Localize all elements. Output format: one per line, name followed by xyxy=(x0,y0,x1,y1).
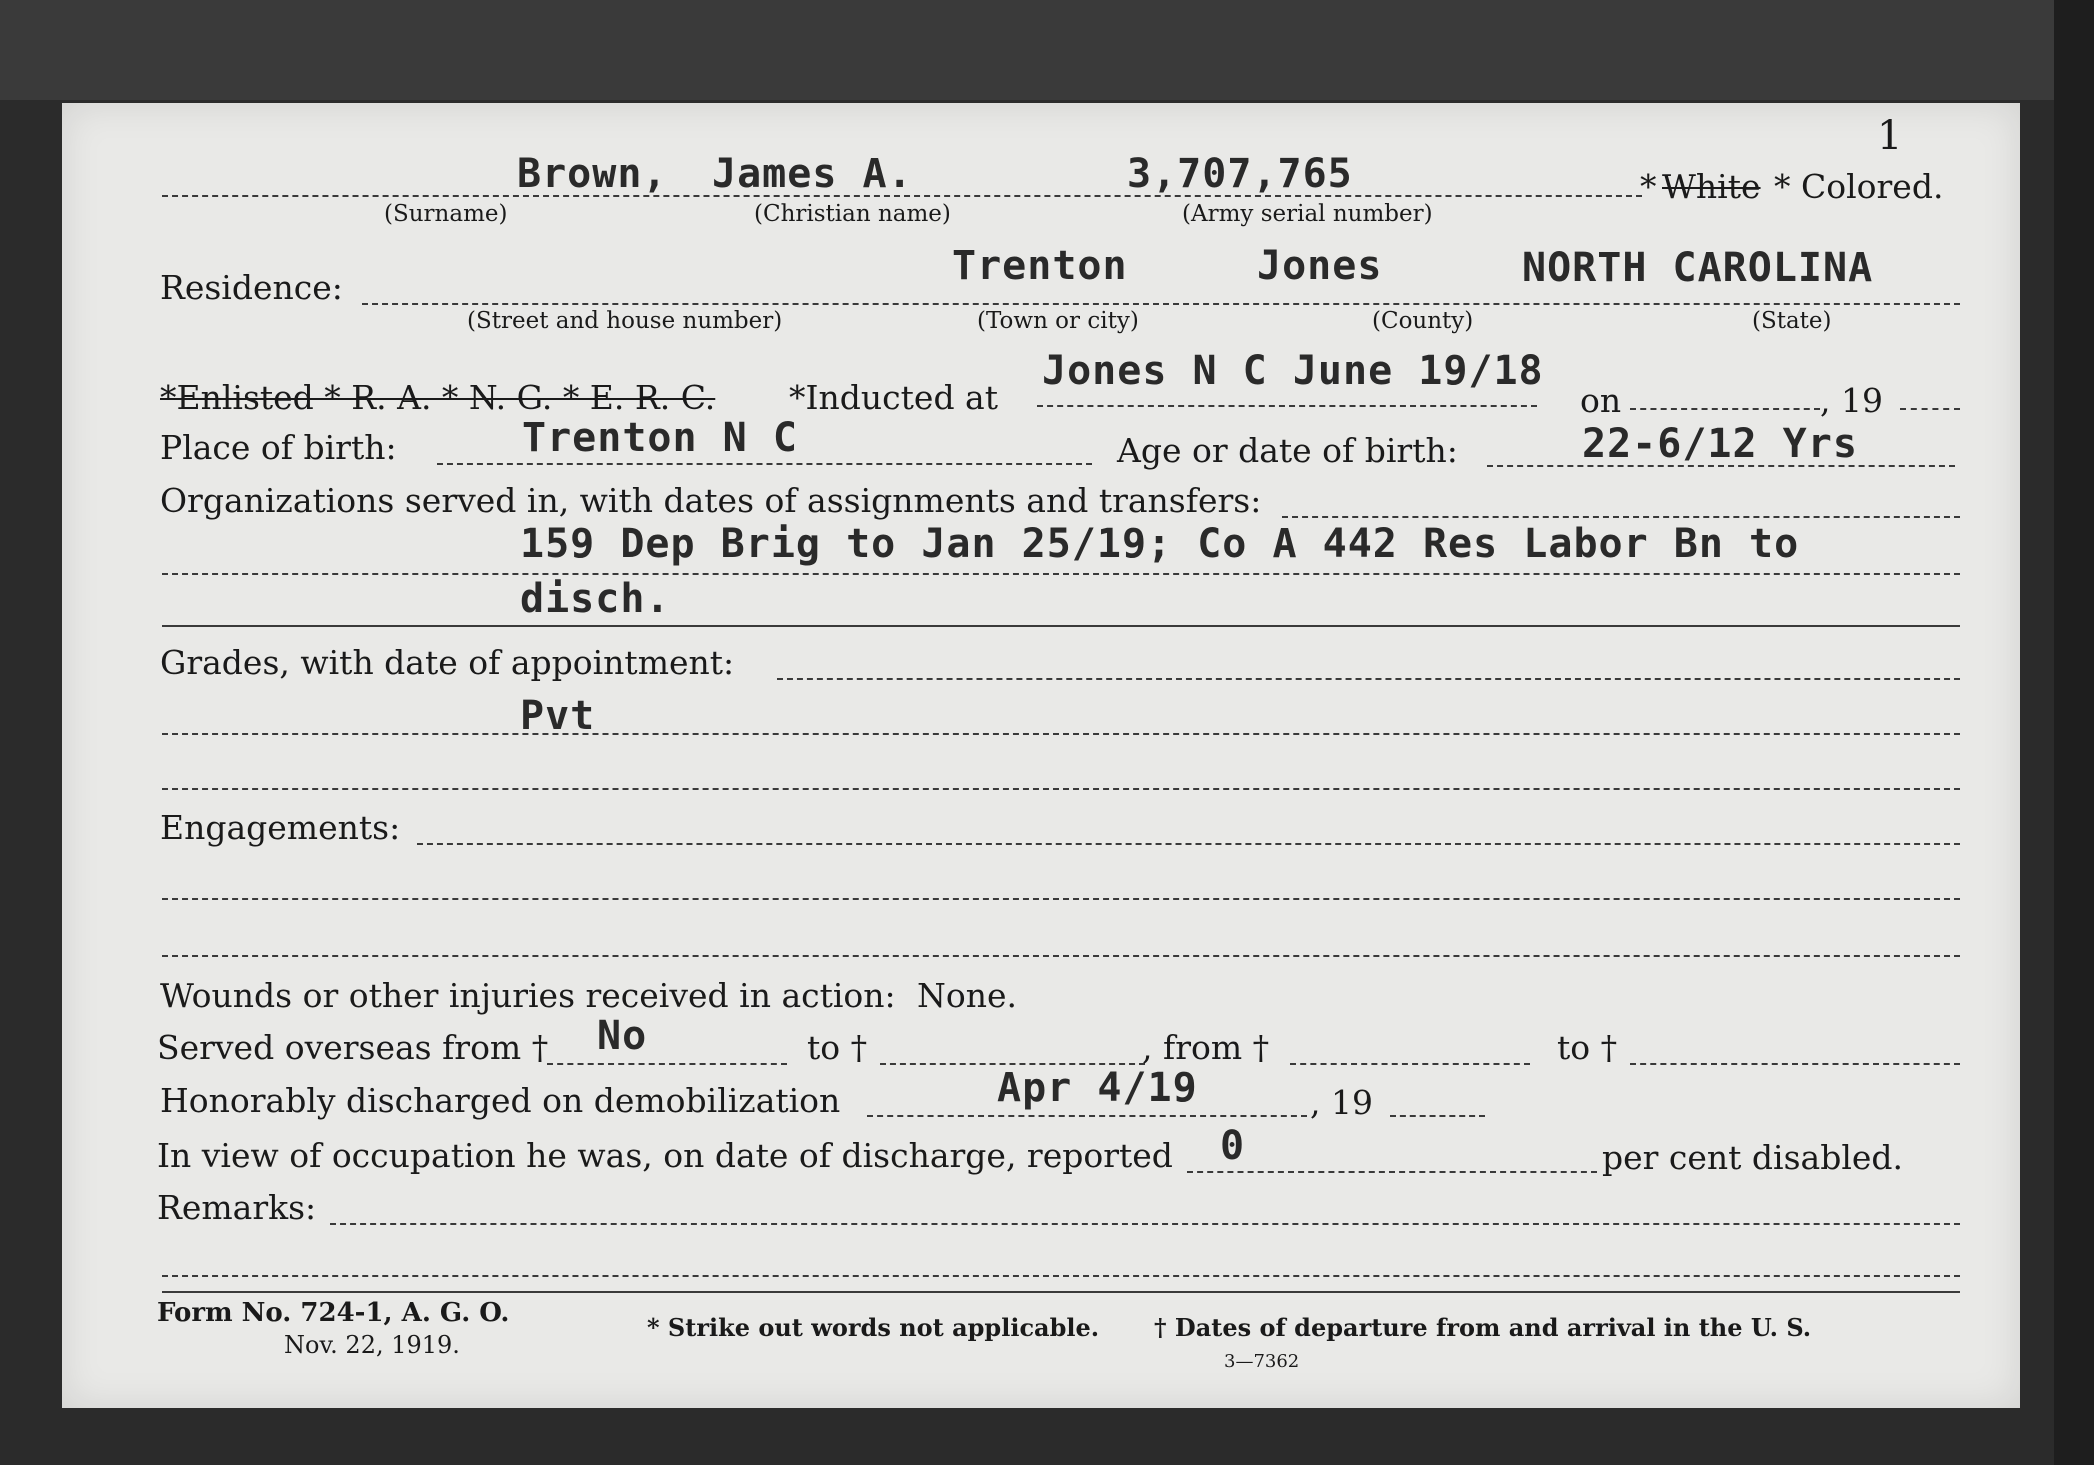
engagements-line-a xyxy=(417,843,1960,845)
county-caption: (County) xyxy=(1372,308,1474,334)
state-caption: (State) xyxy=(1752,308,1832,334)
grades-label: Grades, with date of appointment: xyxy=(160,643,735,682)
residence-state: NORTH CAROLINA xyxy=(1522,245,1874,291)
inducted-at-label: *Inducted at xyxy=(789,378,998,417)
surname-caption: (Surname) xyxy=(384,201,508,227)
discharge-line xyxy=(867,1115,1307,1117)
overseas-to-label-1: to † xyxy=(807,1028,868,1067)
serial-number-caption: (Army serial number) xyxy=(1182,201,1433,227)
surname-value: Brown, xyxy=(517,151,668,197)
engagements-line-2 xyxy=(162,955,1960,957)
organizations-value-2: disch. xyxy=(520,576,671,622)
print-code: 3—7362 xyxy=(1224,1351,1300,1372)
race-star: * xyxy=(1640,167,1657,206)
per-cent-disabled-label: per cent disabled. xyxy=(1602,1138,1904,1177)
inducted-at-value: Jones N C June 19/18 xyxy=(1042,348,1544,394)
residence-town: Trenton xyxy=(952,243,1128,289)
age-label: Age or date of birth: xyxy=(1117,431,1458,470)
grades-line-1 xyxy=(162,733,1960,735)
on-line xyxy=(1630,408,1820,410)
race-colored: * Colored. xyxy=(1774,167,1944,206)
remarks-line-1 xyxy=(330,1223,1960,1225)
inducted-line xyxy=(1037,405,1537,407)
remarks-line-2 xyxy=(162,1275,1960,1277)
organizations-line-1 xyxy=(162,573,1960,575)
wounds-value: None. xyxy=(917,976,1018,1015)
strike-note: * Strike out words not applicable. xyxy=(647,1313,1100,1342)
served-overseas-label: Served overseas from † xyxy=(157,1028,549,1067)
overseas-from-label-2: , from † xyxy=(1142,1028,1270,1067)
dates-note: † Dates of departure from and arrival in the U. S. xyxy=(1154,1313,1812,1342)
street-caption: (Street and house number) xyxy=(467,308,783,334)
grades-line-2 xyxy=(162,788,1960,790)
place-of-birth-label: Place of birth: xyxy=(160,428,397,467)
discharge-year-label: , 19 xyxy=(1310,1083,1373,1122)
residence-line xyxy=(362,303,1960,305)
place-of-birth-line xyxy=(437,463,1092,465)
grade-value: Pvt xyxy=(520,693,596,739)
age-value: 22-6/12 Yrs xyxy=(1582,421,1858,467)
christian-name-caption: (Christian name) xyxy=(754,201,951,227)
engagements-line-1 xyxy=(162,898,1960,900)
organizations-label: Organizations served in, with dates of assignments and transfers: xyxy=(160,481,1262,520)
service-record-card xyxy=(62,103,2020,1408)
overseas-from-value: No xyxy=(597,1013,648,1059)
year-line xyxy=(1900,408,1960,410)
serial-number-value: 3,707,765 xyxy=(1127,151,1353,197)
remarks-label: Remarks: xyxy=(157,1188,317,1227)
race-white: White xyxy=(1662,167,1761,206)
discharge-year-line xyxy=(1390,1115,1485,1117)
overseas-from-line-2 xyxy=(1290,1063,1530,1065)
organizations-line-a xyxy=(1282,516,1960,518)
form-number: Form No. 724-1, A. G. O. xyxy=(157,1298,510,1328)
christian-name-value: James A. xyxy=(712,151,913,197)
town-caption: (Town or city) xyxy=(977,308,1139,334)
engagements-label: Engagements: xyxy=(160,808,401,847)
overseas-to-line-2 xyxy=(1630,1063,1960,1065)
discharge-date-value: Apr 4/19 xyxy=(997,1065,1198,1111)
residence-label: Residence: xyxy=(160,268,343,307)
wounds-label: Wounds or other injuries received in action: xyxy=(160,976,896,1015)
grades-line-a xyxy=(777,678,1960,680)
percent-disabled-value: 0 xyxy=(1220,1123,1246,1169)
footer-rule xyxy=(162,1291,1960,1293)
page-number: 1 xyxy=(1877,113,1903,159)
organizations-line-2 xyxy=(162,625,1960,627)
form-date: Nov. 22, 1919. xyxy=(284,1331,460,1359)
discharged-label: Honorably discharged on demobilization xyxy=(160,1081,841,1120)
overseas-from-line xyxy=(547,1063,787,1065)
occupation-label: In view of occupation he was, on date of discharge, reported xyxy=(157,1136,1173,1175)
residence-county: Jones xyxy=(1257,243,1383,289)
scan-background-right xyxy=(2054,0,2094,1465)
disabled-line xyxy=(1187,1171,1597,1173)
enlisted-options: *Enlisted * R. A. * N. G. * E. R. C. xyxy=(160,378,716,417)
scan-background-top xyxy=(0,0,2094,100)
organizations-value-1: 159 Dep Brig to Jan 25/19; Co A 442 Res Labor Bn to xyxy=(520,521,1800,567)
overseas-to-label-2: to † xyxy=(1557,1028,1618,1067)
year-19-label: , 19 xyxy=(1820,381,1883,420)
on-label: on xyxy=(1580,381,1622,420)
place-of-birth-value: Trenton N C xyxy=(522,415,798,461)
